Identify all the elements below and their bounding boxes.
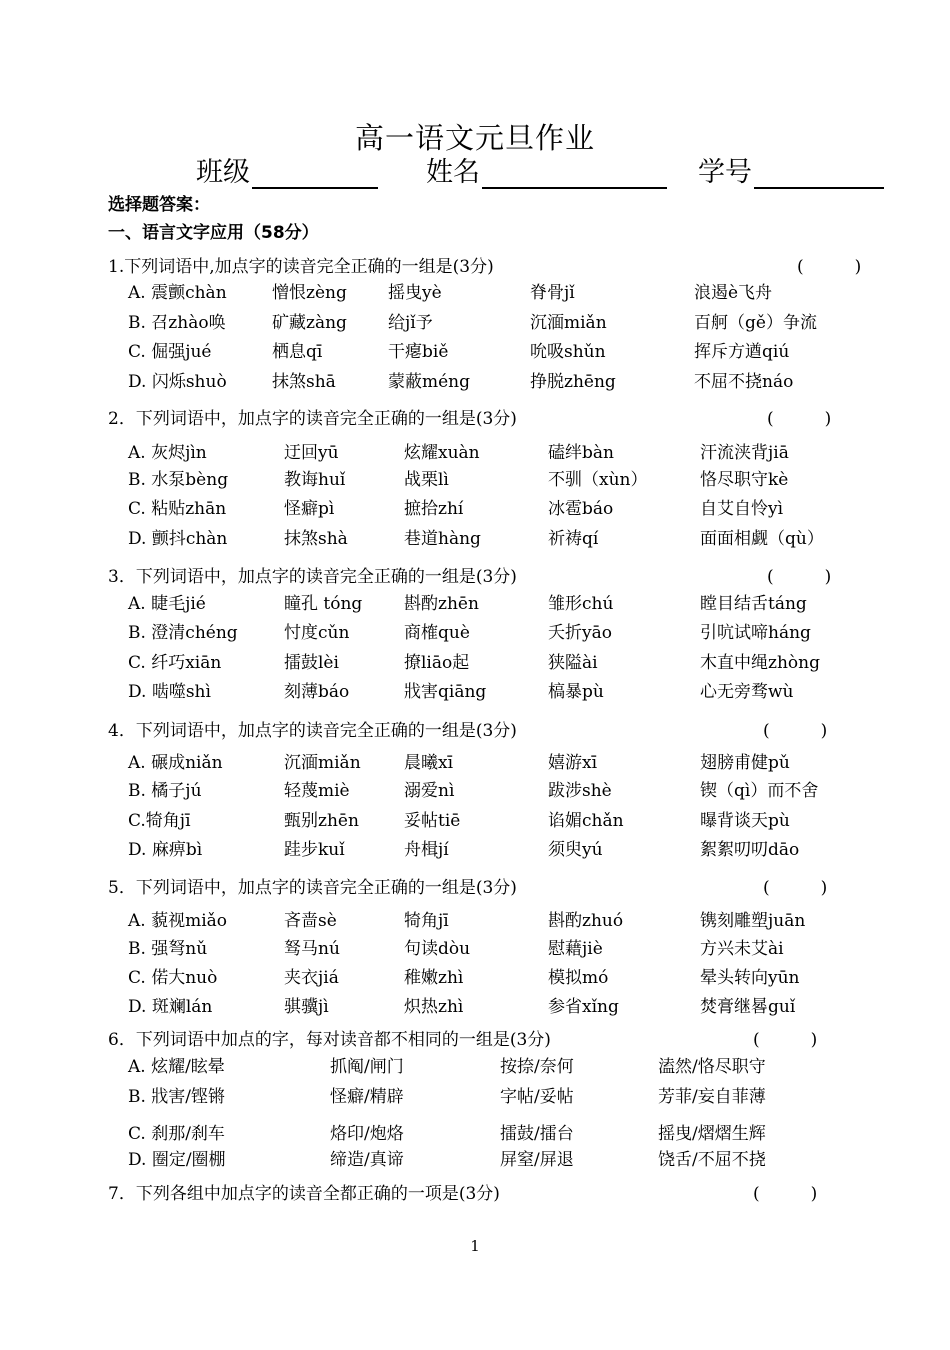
option-word: B. 戕害/铿锵 bbox=[128, 1087, 226, 1107]
class-blank[interactable] bbox=[252, 161, 378, 189]
option-word: 方兴未艾ài bbox=[700, 939, 784, 959]
option-word: 汗流浃背jiā bbox=[700, 443, 789, 463]
option-word: D. 斑斓lán bbox=[128, 997, 213, 1017]
option-word: A. 碾成niǎn bbox=[128, 753, 223, 773]
option-word: 炽热zhì bbox=[404, 997, 464, 1017]
option-word: 斟酌zhēn bbox=[404, 594, 479, 614]
option-word: D. 闪烁shuò bbox=[128, 372, 227, 392]
option-row bbox=[0, 1145, 950, 1171]
option-word: 翅膀甫健pǔ bbox=[700, 753, 790, 773]
option-row bbox=[0, 494, 950, 520]
option-word: 憎恨zèng bbox=[272, 283, 347, 303]
option-word: 晕头转向yūn bbox=[700, 968, 800, 988]
option-word: C. 刹那/刹车 bbox=[128, 1124, 225, 1144]
option-word: 絮絮叨叨dāo bbox=[700, 840, 800, 860]
answer-paren[interactable]: ( ) bbox=[753, 1184, 818, 1204]
option-word: 骐骥jì bbox=[284, 997, 329, 1017]
page-title: 高一语文元旦作业 bbox=[354, 121, 595, 155]
option-word: 擂鼓lèi bbox=[284, 653, 339, 673]
id-blank[interactable] bbox=[754, 161, 884, 189]
name-field bbox=[426, 150, 667, 189]
answer-paren[interactable]: ( ) bbox=[767, 567, 832, 587]
option-word: A. 灰烬jìn bbox=[128, 443, 207, 463]
option-word: 冰雹báo bbox=[548, 499, 614, 519]
option-word: 缔造/真谛 bbox=[330, 1150, 404, 1170]
option-word: 瞠目结舌táng bbox=[700, 594, 807, 614]
option-word: 参省xǐng bbox=[548, 997, 619, 1017]
option-word: 挣脱zhēng bbox=[530, 372, 616, 392]
option-word: 轻蔑miè bbox=[284, 781, 350, 801]
option-word: 蒙蔽méng bbox=[388, 372, 471, 392]
option-word: 句读dòu bbox=[404, 939, 471, 959]
option-word: D. 颤抖chàn bbox=[128, 529, 228, 549]
option-word: 木直中绳zhòng bbox=[700, 653, 820, 673]
option-word: 摇曳yè bbox=[388, 283, 442, 303]
option-word: 镌刻雕塑juān bbox=[700, 911, 806, 931]
option-word: 祈祷qí bbox=[548, 529, 599, 549]
option-word: 夹衣jiá bbox=[284, 968, 339, 988]
option-row bbox=[0, 748, 950, 774]
section-heading: 一、语言文字应用（58分） bbox=[108, 223, 319, 243]
option-word: C. 纤巧xiān bbox=[128, 653, 222, 673]
option-word: D. 圈定/圈棚 bbox=[128, 1150, 226, 1170]
option-word: 芳菲/妄自菲薄 bbox=[658, 1087, 766, 1107]
option-word: 战栗lì bbox=[404, 470, 449, 490]
option-word: 沉湎miǎn bbox=[530, 313, 607, 333]
option-word: C.犄角jī bbox=[128, 811, 191, 831]
option-word: 巷道hàng bbox=[404, 529, 481, 549]
option-word: C. 倔强jué bbox=[128, 342, 212, 362]
option-word: 心无旁骛wù bbox=[700, 682, 794, 702]
option-word: A. 藐视miǎo bbox=[128, 911, 228, 931]
option-word: 狭隘ài bbox=[548, 653, 598, 673]
option-word: 矿藏zàng bbox=[272, 313, 347, 333]
option-word: 瞳孔 tóng bbox=[284, 594, 363, 614]
option-word: A. 炫耀/眩晕 bbox=[128, 1057, 225, 1077]
option-word: 舟楫jí bbox=[404, 840, 449, 860]
option-word: 抹煞shà bbox=[284, 529, 348, 549]
option-word: 怪癖/精辟 bbox=[330, 1087, 404, 1107]
answer-paren[interactable]: ( ) bbox=[753, 1030, 818, 1050]
option-word: B. 强弩nǔ bbox=[128, 939, 208, 959]
option-row bbox=[0, 835, 950, 861]
option-row bbox=[0, 618, 950, 644]
option-row bbox=[0, 438, 950, 464]
question-stem: 6．下列词语中加点的字，每对读音都不相同的一组是(3分) bbox=[108, 1030, 551, 1050]
name-label: 姓名 bbox=[426, 157, 480, 188]
option-word: C. 粘贴zhān bbox=[128, 499, 227, 519]
option-word: 炫耀xuàn bbox=[404, 443, 480, 463]
option-word: 溘然/恪尽职守 bbox=[658, 1057, 766, 1077]
answer-paren[interactable]: ( ) bbox=[767, 409, 832, 429]
option-word: 浪遏è飞舟 bbox=[694, 283, 773, 303]
option-word: 模拟mó bbox=[548, 968, 609, 988]
option-row bbox=[0, 934, 950, 960]
option-row bbox=[0, 1082, 950, 1108]
option-word: 夭折yāo bbox=[548, 623, 612, 643]
option-word: 曝背谈天pù bbox=[700, 811, 790, 831]
option-word: 脊骨jǐ bbox=[530, 283, 575, 303]
option-word: C. 偌大nuò bbox=[128, 968, 218, 988]
answer-paren[interactable]: ( ) bbox=[797, 257, 862, 277]
question-stem: 2．下列词语中，加点字的读音完全正确的一组是(3分) bbox=[108, 409, 517, 429]
option-word: 忖度cǔn bbox=[284, 623, 350, 643]
option-word: 晨曦xī bbox=[404, 753, 454, 773]
option-word: 锲（qì）而不舍 bbox=[700, 781, 819, 801]
option-word: 字帖/妥帖 bbox=[500, 1087, 574, 1107]
option-row bbox=[0, 524, 950, 550]
answer-paren[interactable]: ( ) bbox=[763, 878, 828, 898]
option-word: 沉湎miǎn bbox=[284, 753, 361, 773]
option-word: 按捺/奈何 bbox=[500, 1057, 574, 1077]
id-label: 学号 bbox=[698, 157, 752, 188]
option-word: 妥帖tiē bbox=[404, 811, 461, 831]
page-number: 1 bbox=[470, 1237, 480, 1255]
option-word: 自艾自怜yì bbox=[700, 499, 784, 519]
option-word: 雏形chú bbox=[548, 594, 614, 614]
option-word: 槁暴pù bbox=[548, 682, 604, 702]
option-word: 挥斥方遒qiú bbox=[694, 342, 790, 362]
option-word: 斟酌zhuó bbox=[548, 911, 624, 931]
option-row bbox=[0, 963, 950, 989]
option-word: 须臾yú bbox=[548, 840, 603, 860]
option-word: 商榷què bbox=[404, 623, 470, 643]
option-word: 跋涉shè bbox=[548, 781, 612, 801]
option-word: 栖息qī bbox=[272, 342, 323, 362]
option-row bbox=[0, 337, 950, 363]
option-row bbox=[0, 806, 950, 832]
option-row bbox=[0, 1052, 950, 1078]
option-word: 嬉游xī bbox=[548, 753, 598, 773]
option-word: 戕害qiāng bbox=[404, 682, 487, 702]
option-word: 给jǐ予 bbox=[388, 313, 433, 333]
option-word: 撩liāo起 bbox=[404, 653, 470, 673]
question-stem: 3．下列词语中，加点字的读音完全正确的一组是(3分) bbox=[108, 567, 517, 587]
option-word: 怪癖pì bbox=[284, 499, 335, 519]
answer-label: 选择题答案： bbox=[108, 195, 210, 215]
option-row bbox=[0, 906, 950, 932]
option-word: 不驯（xùn） bbox=[548, 470, 648, 490]
option-word: D. 啮噬shì bbox=[128, 682, 211, 702]
option-word: 驽马nú bbox=[284, 939, 340, 959]
option-word: 抓阄/闸门 bbox=[330, 1057, 404, 1077]
option-word: A. 震颤chàn bbox=[128, 283, 227, 303]
option-word: 教诲huǐ bbox=[284, 470, 346, 490]
option-row bbox=[0, 677, 950, 703]
name-blank[interactable] bbox=[482, 161, 667, 189]
option-word: 烙印/炮烙 bbox=[330, 1124, 404, 1144]
class-label: 班级 bbox=[196, 157, 250, 188]
option-word: 摭拾zhí bbox=[404, 499, 464, 519]
option-word: 磕绊bàn bbox=[548, 443, 614, 463]
option-word: 饶舌/不屈不挠 bbox=[658, 1150, 766, 1170]
option-word: B. 澄清chéng bbox=[128, 623, 238, 643]
option-word: 稚嫩zhì bbox=[404, 968, 464, 988]
question-stem: 7．下列各组中加点字的读音全都正确的一项是(3分) bbox=[108, 1184, 500, 1204]
option-word: 面面相觑（qù） bbox=[700, 529, 824, 549]
option-word: 刻薄báo bbox=[284, 682, 350, 702]
option-row bbox=[0, 308, 950, 334]
question-stem: 4．下列词语中，加点字的读音完全正确的一组是(3分) bbox=[108, 721, 517, 741]
answer-paren[interactable]: ( ) bbox=[763, 721, 828, 741]
option-word: A. 睫毛jié bbox=[128, 594, 206, 614]
option-row bbox=[0, 367, 950, 393]
option-word: 百舸（gě）争流 bbox=[694, 313, 817, 333]
option-word: 干瘪biě bbox=[388, 342, 449, 362]
option-row bbox=[0, 589, 950, 615]
option-row bbox=[0, 776, 950, 802]
id-field bbox=[698, 150, 884, 189]
option-word: 迂回yū bbox=[284, 443, 339, 463]
option-word: 吮吸shǔn bbox=[530, 342, 606, 362]
option-word: 擂鼓/擂台 bbox=[500, 1124, 574, 1144]
option-word: B. 水泵bèng bbox=[128, 470, 229, 490]
option-word: 溺爱nì bbox=[404, 781, 455, 801]
option-row bbox=[0, 278, 950, 304]
class-field bbox=[196, 150, 378, 189]
question-stem: 1.下列词语中,加点字的读音完全正确的一组是(3分) bbox=[108, 257, 494, 277]
option-row bbox=[0, 648, 950, 674]
option-row bbox=[0, 1119, 950, 1145]
option-word: 不屈不挠náo bbox=[694, 372, 794, 392]
option-word: 焚膏继晷guǐ bbox=[700, 997, 796, 1017]
option-word: B. 橘子jú bbox=[128, 781, 202, 801]
option-word: 慰藉jiè bbox=[548, 939, 603, 959]
option-word: 吝啬sè bbox=[284, 911, 337, 931]
option-word: B. 召zhào唤 bbox=[128, 313, 226, 333]
option-row bbox=[0, 992, 950, 1018]
option-word: 犄角jī bbox=[404, 911, 449, 931]
option-word: 引吭试啼háng bbox=[700, 623, 811, 643]
option-row bbox=[0, 465, 950, 491]
option-word: 跬步kuǐ bbox=[284, 840, 345, 860]
option-word: 抹煞shā bbox=[272, 372, 336, 392]
option-word: 摇曳/熠熠生辉 bbox=[658, 1124, 766, 1144]
option-word: 恪尽职守kè bbox=[700, 470, 789, 490]
option-word: 谄媚chǎn bbox=[548, 811, 624, 831]
option-word: 甄别zhēn bbox=[284, 811, 359, 831]
option-word: D. 麻痹bì bbox=[128, 840, 203, 860]
question-stem: 5．下列词语中，加点字的读音完全正确的一组是(3分) bbox=[108, 878, 517, 898]
option-word: 屏窒/屏退 bbox=[500, 1150, 574, 1170]
